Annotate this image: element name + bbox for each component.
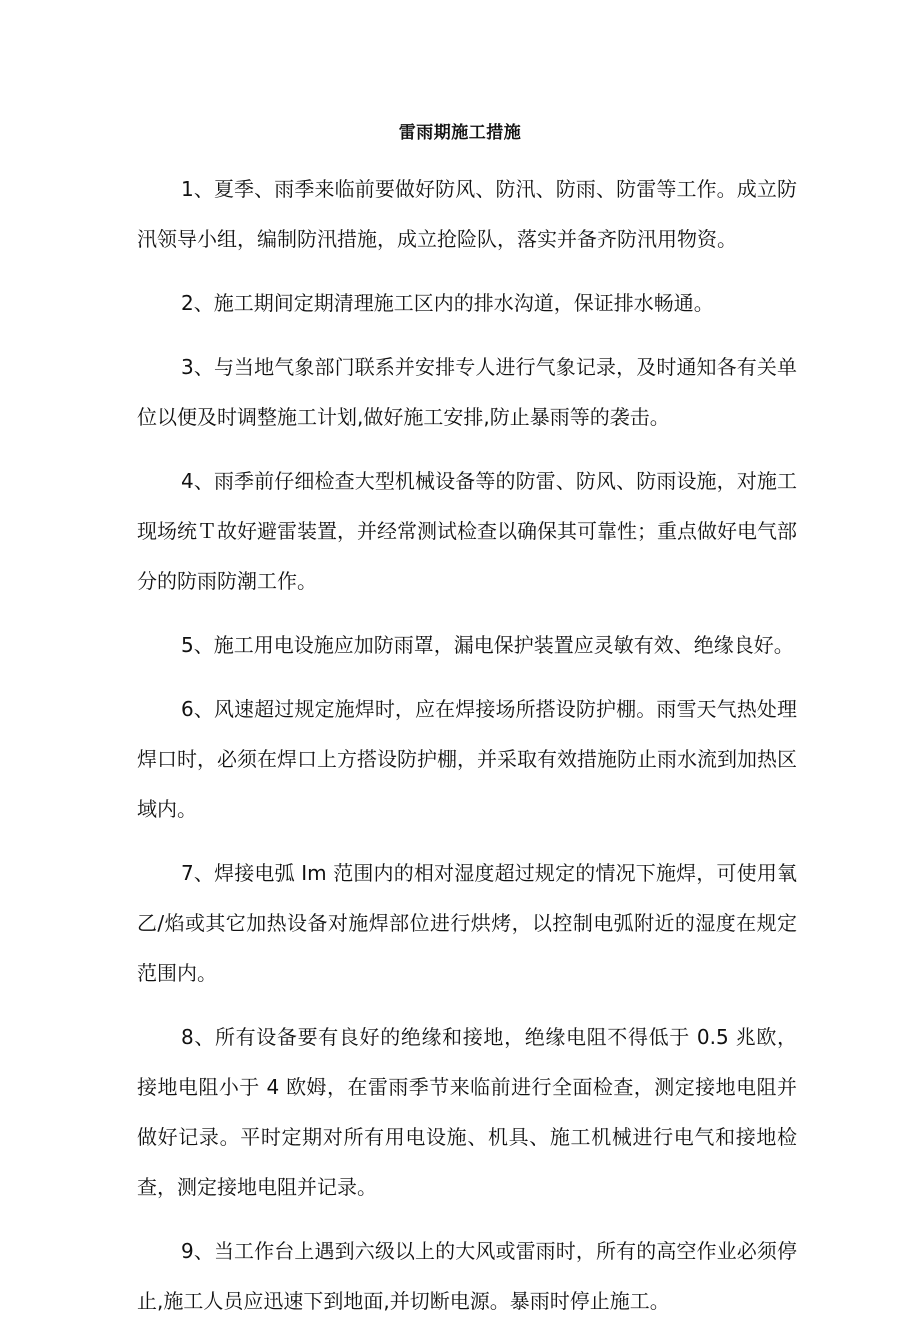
paragraph-5: 5、施工用电设施应加防雨罩，漏电保护装置应灵敏有效、绝缘良好。 [181,633,794,657]
paragraph-7: 7、焊接电弧 Im 范围内的相对湿度超过规定的情况下施焊，可使用氧乙/焰或其它加热设备对施焊部位进行烘烤，以控制电弧附近的湿度在规定范围内。 [137,861,797,985]
page-title: 雷雨期施工措施 [398,123,522,143]
document-body [137,164,797,1340]
paragraph-4: 4、雨季前仔细检查大型机械设备等的防雷、防风、防雨设施，对施工现场统Ｔ故好避雷装置，并经常测试检查以确保其可靠性；重点做好电气部分的防雨防潮工作。 [137,469,797,593]
paragraph-9: 9、当工作台上遇到六级以上的大风或雷雨时，所有的高空作业必须停止,施工人员应迅速下到地面,并切断电源。暴雨时停止施工。 [137,1239,797,1313]
paragraph-1: 1、夏季、雨季来临前要做好防风、防汛、防雨、防雷等工作。成立防汛领导小组，编制防汛措施，成立抢险队，落实并备齐防汛用物资。 [137,177,797,251]
paragraph-2: 2、施工期间定期清理施工区内的排水沟道，保证排水畅通。 [181,291,714,315]
paragraph-8: 8、所有设备要有良好的绝缘和接地，绝缘电阻不得低于 0.5 兆欧，接地电阻小于 4 欧姆，在雷雨季节来临前进行全面检查，测定接地电阻并做好记录。平时定期对所有用电设施、机具、施工机械进行电气和接地检查，测定接地电阻并记录。 [137,1025,797,1199]
paragraph-6: 6、风速超过规定施焊时，应在焊接场所搭设防护棚。雨雪天气热处理焊口时，必须在焊口上方搭设防护棚，并采取有效措施防止雨水流到加热区域内。 [137,697,797,821]
paragraph-3: 3、与当地气象部门联系并安排专人进行气象记录，及时通知各有关单位以便及时调整施工计划,做好施工安排,防止暴雨等的袭击。 [137,355,797,429]
